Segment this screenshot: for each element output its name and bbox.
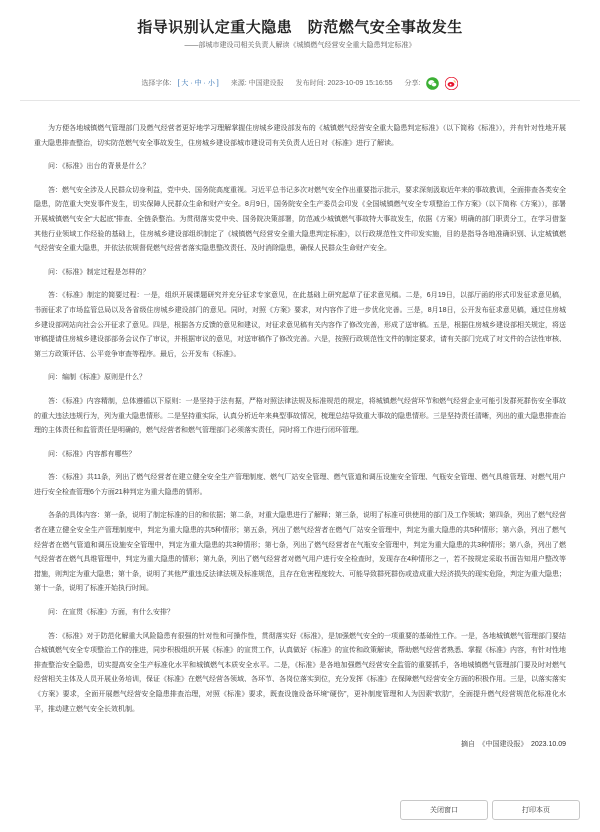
question: 问：编制《标准》原则是什么？ (48, 374, 146, 382)
wechat-icon-glyph (426, 77, 439, 90)
font-size-links[interactable]: [ 大 · 中 · 小 ] (177, 80, 219, 87)
publish-time: 发布时间: 2023-10-09 15:16:55 (295, 80, 393, 87)
weibo-icon-glyph (445, 77, 458, 90)
question: 问：《标准》出台的背景是什么？ (48, 163, 150, 171)
article-body (34, 122, 566, 726)
page-subtitle: ——部城市建设司相关负责人解读《城镇燃气经营安全重大隐患判定标准》 (184, 42, 416, 49)
share-label: 分享: (404, 80, 421, 87)
paragraph: 答：燃气安全涉及人民群众切身利益，党中央、国务院高度重视。习近平总书记多次对燃气安全作出重要指示批示，要求深刻汲取近年来的事故教训，全面排查各类安全隐患，防范重大突发事件发生，切实保障人民群众生命和财产安全。8月9日，国务院安全生产委员会印发《全国城镇燃气安全专项整治工作方案》（以下简称《方案》），部署开展城镇燃气安全“大起底”排查、全链条整治。为贯彻落实党中央、国务院决策部署，防范减少城镇燃气事故特大事故发生，依据《方案》明确的部门职责分工，在学习借鉴其他行业领域工作经验的基础上，住房城乡建设部组织制定了《城镇燃气经营安全重大隐患判定标准》，以行政规范性文件印发实施，目的是指导各地准确识别、认定城镇燃气经营安全重大隐患，并依法依规督促燃气经营者落实隐患整改责任、及时消除隐患，确保人民群众生命财产安全。 (34, 186, 566, 253)
paragraph: 答：《标准》内容精制，总体遵循以下原则：一是坚持于法有据，严格对照法律法规及标准规范的规定，将城镇燃气经营环节和燃气经营企业可能引发群死群伤安全事故的重大违法违规行为，列为重大隐患情形。二是坚持重实际，认真分析近年来典型事故情况，梳理总结导致重大事故的隐患情形。三是坚持责任清晰，列出的重大隐患排查治理的主体责任和监管责任是明确的，燃气经营者和燃气管理部门必须落实责任，同时将工作进行闭环管理。 (34, 397, 566, 435)
paragraph: 为方便各地城镇燃气管理部门及燃气经营者更好地学习理解掌握住房城乡建设部发布的《城镇燃气经营安全重大隐患判定标准》（以下简称《标准》），并有针对性地开展重大隐患排查整治，切实防范燃气安全事故发生，住房城乡建设部城市建设司有关负责人近日对《标准》进行了解读。 (34, 125, 566, 147)
weibo-icon[interactable] (445, 77, 458, 90)
article-meta-bar (0, 74, 600, 92)
print-page-button[interactable]: 打印本页 (492, 800, 580, 820)
paragraph: 各条的具体内容：第一条，说明了制定标准的目的和依据；第二条，对重大隐患进行了解释；第三条，说明了标准可供使用的部门及工作领域；第四条，列出了燃气经营者在建立健全安全生产管理制度中，判定为重大隐患的共5种情形；第五条，列出了燃气经营者在燃气厂站安全管理中，判定为重大隐患的共5种情形；第六条，列出了燃气经营者在燃气管道和调压设施安全管理中，判定为重大隐患的共3种情形；第七条，列出了燃气经营者在气瓶安全管理中，判定为重大隐患的共3种情形；第八条，列出了燃气经营者在燃气具维管理中，判定为重大隐患的情形；第九条，列出了燃气经营者对燃气用户进行安全检查时，发现存在4种情形之一，若不按规定采取书面告知用户整改等措施，则判定为重大隐患；第十条，说明了其他严重违反法律法规及标准规范，且存在危害程度较大、可能导致群死群伤或造成重大经济损失的现实危险，判定为重大隐患；第十一条，说明了标准开始执行时间。 (34, 512, 566, 593)
close-window-button[interactable]: 关闭窗口 (400, 800, 488, 820)
page-title: 指导识别认定重大隐患 防范燃气安全事故发生 (137, 19, 463, 36)
paragraph: 答：《标准》对于防范化解重大风险隐患有很强的针对性和可操作性，贯彻落实好《标准》，是加强燃气安全的一项重要的基础性工作。一是，各地城镇燃气管理部门要结合城镇燃气安全专项整治工作的推进，同步积极组织开展《标准》的宣贯工作，认真做好《标准》的宣传和政策解读，帮助燃气经营者熟悉、掌握《标准》内容，有针对性地排查整治安全隐患，切实提高安全生产标准化水平和城镇燃气本质安全水平。二是，《标准》是各地加强燃气经营安全监管的重要抓手，各地城镇燃气管理部门要及时对燃气经营相关主体及人员开展业务培训，保证《标准》在燃气经营各领域、各环节、各岗位落实到位，充分发挥《标准》在保障燃气经营安全方面的积极作用。三是，以落实落实《方案》要求，全面开展燃气经营安全隐患排查治理，对照《标准》要求，既查设施设备环境“硬伤”，更补制度管理和人为因素“软肋”，全面提升燃气经营规范化标准化水平，推动建立燃气安全长效机制。 (34, 632, 566, 713)
source-line: 摘自 《中国建设报》 2023.10.09 (460, 741, 566, 748)
source-label: 来源: 中国建设报 (230, 80, 284, 87)
question: 问：《标准》内容都有哪些？ (48, 450, 136, 458)
font-select-label: 选择字体: (141, 80, 172, 87)
wechat-icon[interactable] (426, 77, 439, 90)
paragraph: 答：《标准》制定的简要过程：一是，组织开展课题研究并充分征求专家意见，在此基础上研究起草了征求意见稿。二是，6月19日，以部厅函的形式印发征求意见稿，书面征求了市场监管总局以及各省级住房城乡建设部门的意见。同时，对照《方案》要求，对内容作了进一步优化完善。三是，8月18日，公开发布征求意见稿，通过住房城乡建设部网站向社会公开征求了意见。四是，根据各方反馈的意见和建议，对征求意见稿有关内容作了修改完善，形成了送审稿。五是，根据住房城乡建设部相关规定，将送审稿提请住房城乡建设部部务会议作了审议，并根据审议的意见，对送审稿作了修改完善。六是，按照行政规范性文件的制定要求，请有关部门完成了对文件的合法性审核、第三方政策评估、公平竞争审查等程序。最后，公开发布《标准》。 (34, 292, 566, 358)
question: 问：在宣贯《标准》方面，有什么安排？ (48, 609, 174, 617)
header-divider (20, 100, 580, 101)
question: 问：《标准》制定过程是怎样的？ (48, 268, 150, 276)
paragraph: 答：《标准》共11条，列出了燃气经营者在建立健全安全生产管理制度、燃气厂站安全管理、燃气管道和调压设施安全管理、气瓶安全管理、燃气具维管理、对燃气用户进行安全检查管理6个方面21种判定为重大隐患的情形。 (34, 474, 566, 496)
